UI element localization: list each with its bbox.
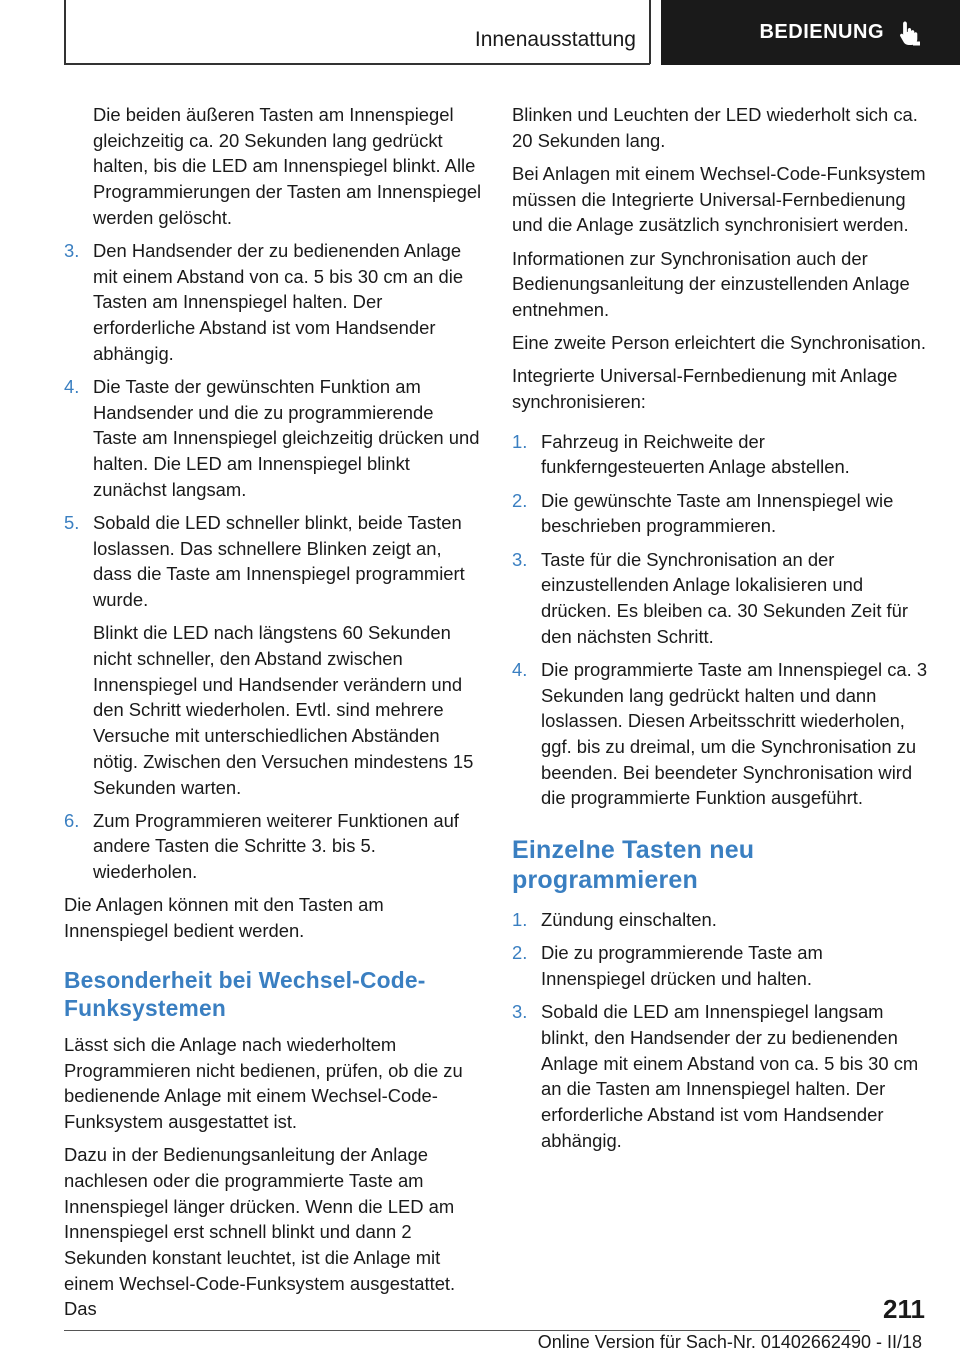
step-text: Die programmierte Taste am Innenspiegel ca. 3 Sekunden lang gedrückt halten und dann loslassen. Diesen Arbeitsschritt wiederholen, ggf. bis zu dreimal, um die Synchronisation zu beenden. Bei beendeter Synchronisation wird die programmierte Funktion ausgeführt. bbox=[541, 658, 928, 809]
list-item bbox=[512, 488, 932, 539]
left-column bbox=[64, 102, 482, 1330]
paragraph: Integrierte Universal-Fernbedienung mit Anlage synchronisieren: bbox=[512, 365, 898, 413]
step-number: 2. bbox=[512, 489, 528, 511]
step-text: Taste für die Synchronisation an der einzustellenden Anlage lokalisieren und drücken. Es bleiben ca. 30 Sekunden Zeit für den nächsten Schritt. bbox=[541, 548, 909, 647]
step-number: 6. bbox=[64, 809, 80, 831]
paragraph: Die Anlagen können mit den Tasten am Innenspiegel bedient werden. bbox=[64, 894, 384, 942]
list-item bbox=[512, 657, 932, 811]
paragraph: Eine zweite Person erleichtert die Synchronisation. bbox=[512, 332, 927, 354]
paragraph: Lässt sich die Anlage nach wiederholtem Programmieren nicht bedienen, prüfen, ob die zu bedienende Anlage mit einem Wechsel-Code-Funksystem ausgestattet ist. bbox=[64, 1033, 463, 1132]
step-text: Fahrzeug in Reichweite der funkferngesteuerten Anlage abstellen. bbox=[541, 430, 850, 478]
list-item bbox=[64, 374, 482, 503]
header-rule-bottom bbox=[64, 63, 650, 65]
paragraph: Die beiden äußeren Tasten am Innenspiegel gleichzeitig ca. 20 Sekunden lang gedrückt halten, bis die LED am Innenspiegel blinkt. Alle Programmierungen der Tasten am Innenspiegel werden gelöscht. bbox=[93, 104, 482, 228]
list-item bbox=[64, 238, 482, 367]
step-text: Zum Programmieren weiterer Funktionen auf andere Tasten die Schritte 3. bis 5. wiederholen. bbox=[93, 809, 459, 883]
footer-version: Online Version für Sach-Nr. 01402662490 - II/18 bbox=[537, 1332, 922, 1352]
section-title: Innenausstattung bbox=[474, 28, 636, 51]
step-number: 3. bbox=[512, 1001, 528, 1023]
hand-pointer-icon bbox=[898, 20, 922, 46]
list-item bbox=[512, 940, 932, 991]
page-number: 211 bbox=[883, 1294, 925, 1324]
list-item bbox=[512, 999, 932, 1153]
step-number: 2. bbox=[512, 942, 528, 964]
step-number: 3. bbox=[64, 240, 80, 262]
list-item bbox=[512, 907, 932, 933]
section-heading: Einzelne Tasten neu programmieren bbox=[512, 836, 755, 895]
list-item bbox=[64, 510, 482, 613]
chapter-tab[interactable] bbox=[661, 0, 960, 65]
paragraph: Blinken und Leuchten der LED wiederholt sich ca. 20 Sekunden lang. bbox=[512, 104, 918, 151]
right-column bbox=[512, 102, 932, 1161]
list-item bbox=[512, 429, 932, 480]
step-text: Sobald die LED schneller blinkt, beide Tasten loslassen. Das schnellere Blinken zeigt an, dass die Taste am Innenspiegel programmiert wurde. bbox=[93, 512, 465, 611]
step-text: Zündung einschalten. bbox=[541, 909, 717, 931]
paragraph: Bei Anlagen mit einem Wechsel-Code-Funksystem müssen die Integrierte Universal-Fernbedienung und die Anlage zusätzlich synchronisiert werden. bbox=[512, 162, 926, 236]
footer-rule bbox=[64, 1330, 860, 1331]
list-item bbox=[512, 547, 932, 650]
step-number: 1. bbox=[512, 430, 528, 452]
step-number: 5. bbox=[64, 512, 80, 534]
step-number: 3. bbox=[512, 548, 528, 570]
step-number: 1. bbox=[512, 909, 528, 931]
step-text: Die zu programmierende Taste am Innenspiegel drücken und halten. bbox=[541, 942, 823, 989]
step-followup: Blinkt die LED nach längstens 60 Sekunden nicht schneller, den Abstand zwischen Innenspiegel und Handsender verändern und den Schritt wiederholen. Evtl. sind mehrere Versuche mit unterschiedlichen Abständen nötig. Zwischen den Versuchen mindestens 15 Sekunden warten. bbox=[93, 622, 474, 798]
paragraph: Dazu in der Bedienungsanleitung der Anlage nachlesen oder die programmierte Taste am Innenspiegel länger drücken. Wenn die LED am Innenspiegel erst schnell blinkt und dann 2 Sekunden konstant leuchtet, ist die Anlage mit einem Wechsel-Code-Funksystem ausgestattet. Das bbox=[64, 1144, 456, 1320]
chapter-label: BEDIENUNG bbox=[759, 21, 884, 43]
step-number: 4. bbox=[512, 658, 528, 680]
section-heading: Besonderheit bei Wechsel-Code-Funksystemen bbox=[64, 966, 426, 1021]
step-number: 4. bbox=[64, 376, 80, 398]
paragraph: Informationen zur Synchronisation auch der Bedienungsanleitung der einzustellenden Anlage entnehmen. bbox=[512, 247, 910, 320]
header-rule-left bbox=[64, 0, 66, 64]
step-text: Die Taste der gewünschten Funktion am Handsender und die zu programmierende Taste am Innenspiegel gleichzeitig drücken und halten. Die LED am Innenspiegel blinkt zunächst langsam. bbox=[93, 376, 480, 500]
step-text: Den Handsender der zu bedienenden Anlage mit einem Abstand von ca. 5 bis 30 cm an die Tasten am Innenspiegel halten. Der erforderliche Abstand ist vom Handsender abhängig. bbox=[93, 240, 464, 364]
header-rule-divider bbox=[649, 0, 651, 64]
step-text: Sobald die LED am Innenspiegel langsam blinkt, den Handsender der zu bedienenden Anlage mit einem Abstand von ca. 5 bis 30 cm an die Tasten am Innenspiegel halten. Der erforderliche Abstand ist vom Handsender abhängig. bbox=[541, 1001, 919, 1151]
step-text: Die gewünschte Taste am Innenspiegel wie beschrieben programmieren. bbox=[541, 489, 894, 537]
list-item bbox=[64, 808, 482, 885]
